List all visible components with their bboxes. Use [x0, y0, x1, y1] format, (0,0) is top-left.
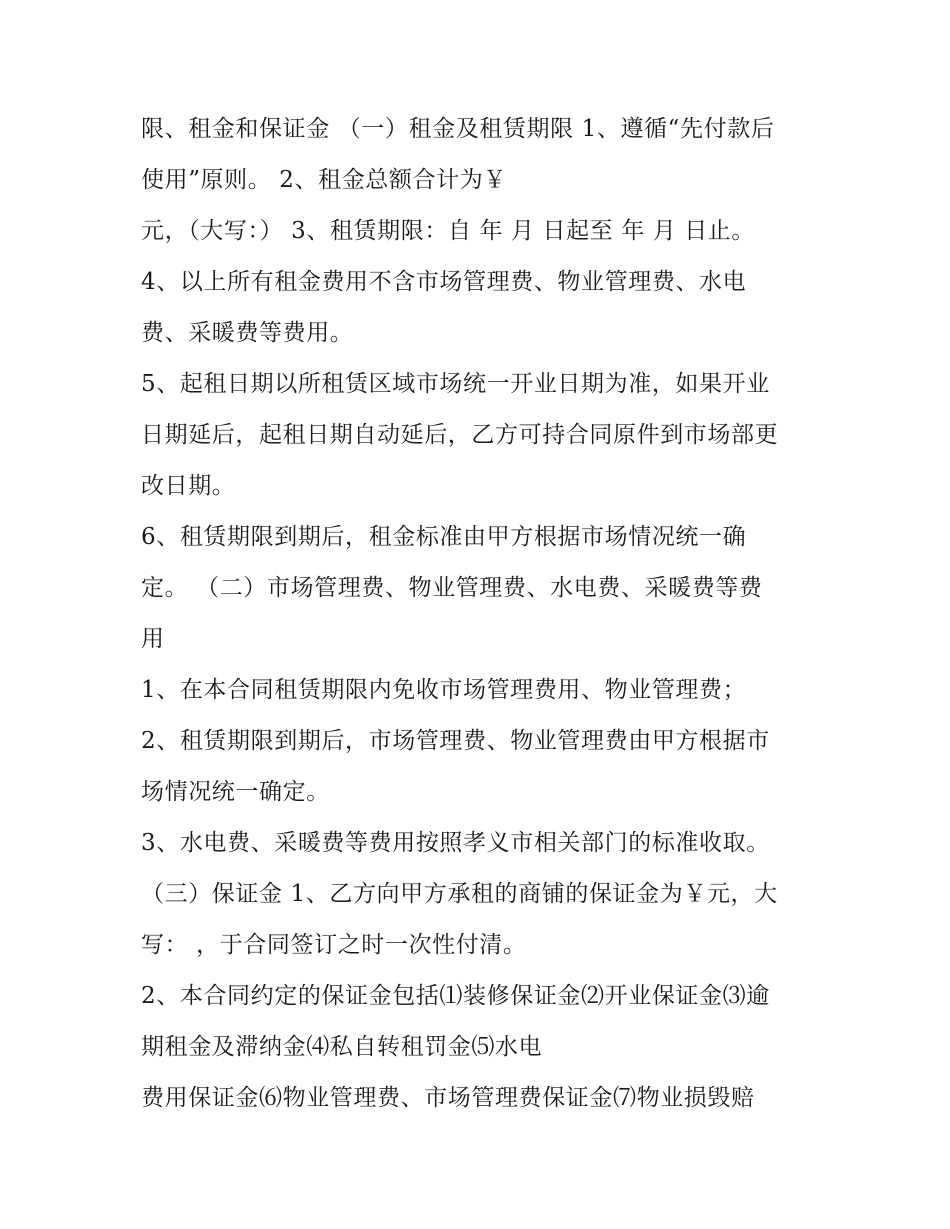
text-line-5: 费、采暖费等费用。 [141, 320, 354, 346]
text-line-6: 5、起租日期以所租赁区域市场统一开业日期为准，如果开业 [141, 371, 770, 397]
text-line-17: 写： ，于合同签订之时一次性付清。 [141, 932, 527, 958]
text-line-3: 元，（大写：） 3、租赁期限：自 年 月 日起至 年 月 日止。 [141, 218, 756, 244]
text-line-2: 使用”原则。 2、租金总额合计为￥ [141, 167, 507, 193]
text-line-9: 6、租赁期限到期后，租金标准由甲方根据市场情况统一确 [141, 524, 747, 550]
text-line-19: 期租金及滞纳金⑷私自转租罚金⑸水电 [141, 1034, 543, 1060]
text-line-10: 定。 （二）市场管理费、物业管理费、水电费、采暖费等费 [141, 575, 763, 601]
text-line-1: 限、租金和保证金 （一）租金及租赁期限 1、遵循“先付款后 [141, 116, 775, 142]
text-line-11: 用 [141, 626, 165, 652]
text-line-18: 2、本合同约定的保证金包括⑴装修保证金⑵开业保证金⑶逾 [141, 983, 770, 1009]
text-line-8: 改日期。 [141, 473, 236, 499]
text-line-4: 4、以上所有租金费用不含市场管理费、物业管理费、水电 [141, 269, 747, 295]
text-line-15: 3、水电费、采暖费等费用按照孝义市相关部门的标准收取。 [141, 830, 770, 856]
text-line-16: （三）保证金 1、乙方向甲方承租的商铺的保证金为￥元，大 [141, 881, 778, 907]
text-line-12: 1、在本合同租赁期限内免收市场管理费用、物业管理费； [141, 677, 747, 703]
text-line-13: 2、租赁期限到期后，市场管理费、物业管理费由甲方根据市 [141, 728, 770, 754]
text-line-7: 日期延后，起租日期自动延后，乙方可持合同原件到市场部更 [141, 422, 779, 448]
text-line-20: 费用保证金⑹物业管理费、市场管理费保证金⑺物业损毁赔 [141, 1085, 755, 1111]
text-line-14: 场情况统一确定。 [141, 779, 330, 805]
